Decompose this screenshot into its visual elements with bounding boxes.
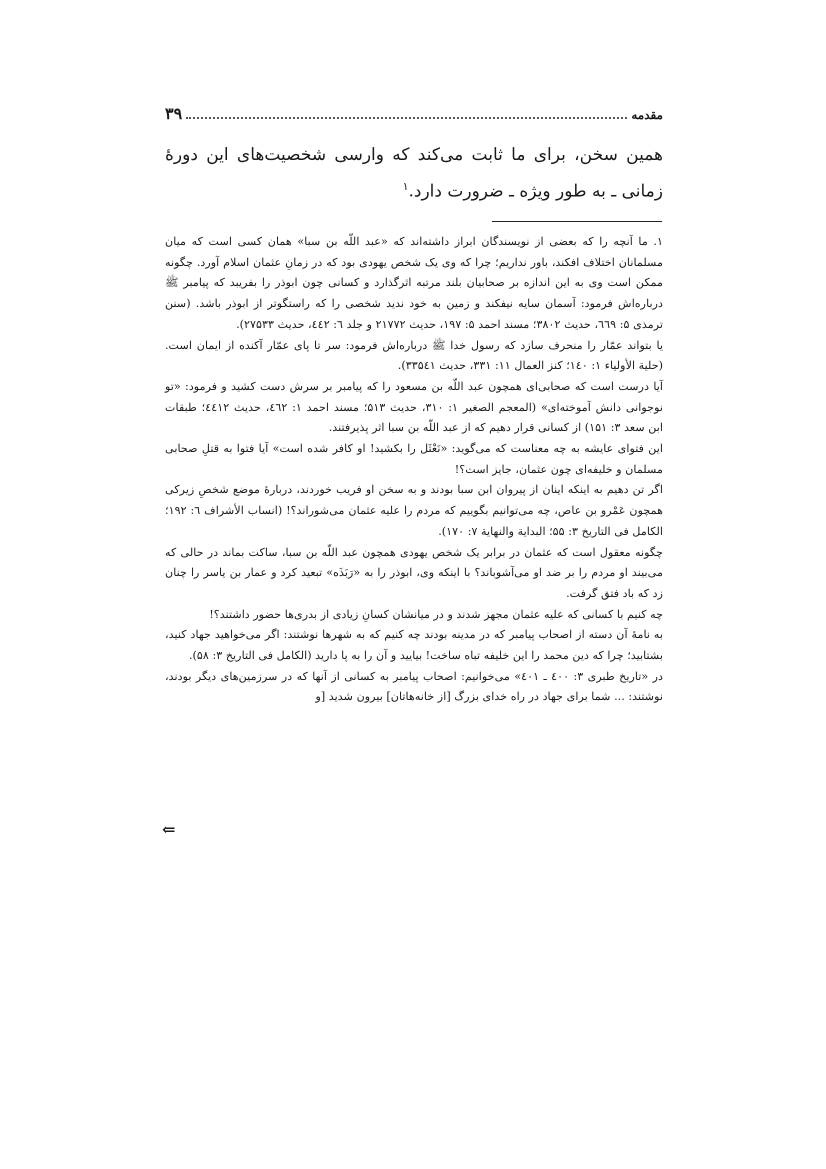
footnote-paragraph: یا بتواند عمّار را منحرف سازد که رسول خدا ﷺ درباره‌اش فرمود: سر تا پای عمّار آکنده از ایمان است. (حلیة الأولیاء ۱: ۱٤۰؛ کنز العمال ۱۱: ۳۳۱، حدیث ۳۳۵٤۱).	[165, 338, 663, 373]
footnote-paragraph: در «تاریخ طبری ۳: ٤۰۰ ـ ٤۰۱» می‌خوانیم: اصحاب پیامبر به کسانی از آنها که در سرزمین‌های دیگر بودند، نوشتند: ... شما برای جهاد در راه خدای بزرگ [از خانه‌هاتان] بیرون شدید [و	[165, 669, 663, 704]
footnote-paragraph: ۱. ما آنچه را که بعضی از نویسندگان ابراز داشته‌اند که «عبد اللّه بن سبا» همان کسی است که میان مسلمانان اختلاف افکند، باور نداریم؛ چرا که وی یک شخص یهودی بود که در زمانِ عثمان اسلام آورد. چگونه ممکن است وی به این اندازه بر صحابیان بلند مرتبه اثرگذارد و کسانی چون ابوذر را بفریبد که پیامبر ﷺ درباره‌اش فرمود: آسمان سایه نیفکند و زمین به خود ندید شخصی را که راستگوتر از ابوذر باشد. (سنن ترمذی ۵: ٦٦٩، حدیث ۳۸۰۲؛ مسند احمد ۵: ۱۹۷، حدیث ۲۱۷۷۲ و جلد ٦: ٤٤۲، حدیث ۲۷۵۳۳).	[165, 235, 663, 331]
footnote-separator	[492, 221, 662, 222]
section-title: مقدمه	[631, 108, 663, 122]
footnote-paragraph: آیا درست است که صحابی‌ای همچون عبد اللّه بن مسعود را که پیامبر بر سرش دست کشید و فرمود: «تو نوجوانی دانش آموخته‌ای» (المعجم الصغیر ۱: ۳۱۰، حدیث ۵۱۳؛ مسند احمد ۱: ٤٦۲، حدیث ٤٤۱۲؛ طبقات ابن سعد ۳: ۱۵۱) از کسانی قرار دهیم که از عبد اللّه بن سبا اثر پذیرفتند.	[165, 379, 663, 435]
footnotes	[165, 232, 663, 708]
footnote-paragraph: اگر تن دهیم به اینکه اینان از پیروان ابن سبا بودند و به سخن او فریب خوردند، دربارهٔ موضع شخصِ زیرکی همچون عَمْرو بن عاص، چه می‌توانیم بگوییم که مردم را علیه عثمان می‌شوراند؟! (انساب الأشراف ٦: ۱۹۲؛ الکامل فی التاریخ ۳: ۵۵؛ البدایة والنهایة ۷: ۱۷۰).	[165, 483, 664, 538]
footnote-paragraph: به نامهٔ آن دسته از اصحاب پیامبر که در مدینه بودند چه کنیم که به شهرها نوشتند: اگر می‌خواهید جهاد کنید، بشتابید؛ چرا که دین محمد را این خلیفه تباه ساخت! بیایید و آن را به پا دارید (الکامل فی التاریخ ۳: ۵۸).	[165, 628, 663, 663]
main-body	[165, 140, 663, 208]
footnote-paragraph: این فتوای عایشه به چه معناست که می‌گوید: «نَعْثَل را بکشید! او کافر شده است» آیا فتوا به قتلِ صحابی مسلمان و خلیفه‌ای چون عثمان، جایز است؟!	[165, 442, 663, 476]
page-number: ۳۹	[165, 104, 183, 123]
leader-dots	[186, 116, 627, 119]
footnote-paragraph: چگونه معقول است که عثمان در برابر یک شخص یهودی همچون عبد اللّه بن سبا، ساکت بماند در حالی که می‌بیند او مردم را بر ضد او می‌آشوباند؟ با اینکه وی، ابوذر را به «رَبَذَه» تبعید کرد و عمار بن یاسر را چنان زد که باد فتق گرفت.	[165, 545, 663, 600]
footnote-paragraph: چه کنیم با کسانی که علیه عثمان مجهز شدند و در میانشان کسانِ زیادی از بدری‌ها حضور داشتند؟!	[209, 607, 663, 621]
footnote-reference: ۱	[402, 180, 409, 193]
continuation-arrow-icon: ⇐	[162, 820, 176, 839]
body-paragraph-text: همین سخن، برای ما ثابت می‌کند که وارسی شخصیت‌های این دورهٔ زمانی ـ به طور ویژه ـ ضرورت دارد.	[165, 145, 663, 202]
body-paragraph	[165, 140, 663, 208]
running-header	[165, 104, 663, 124]
